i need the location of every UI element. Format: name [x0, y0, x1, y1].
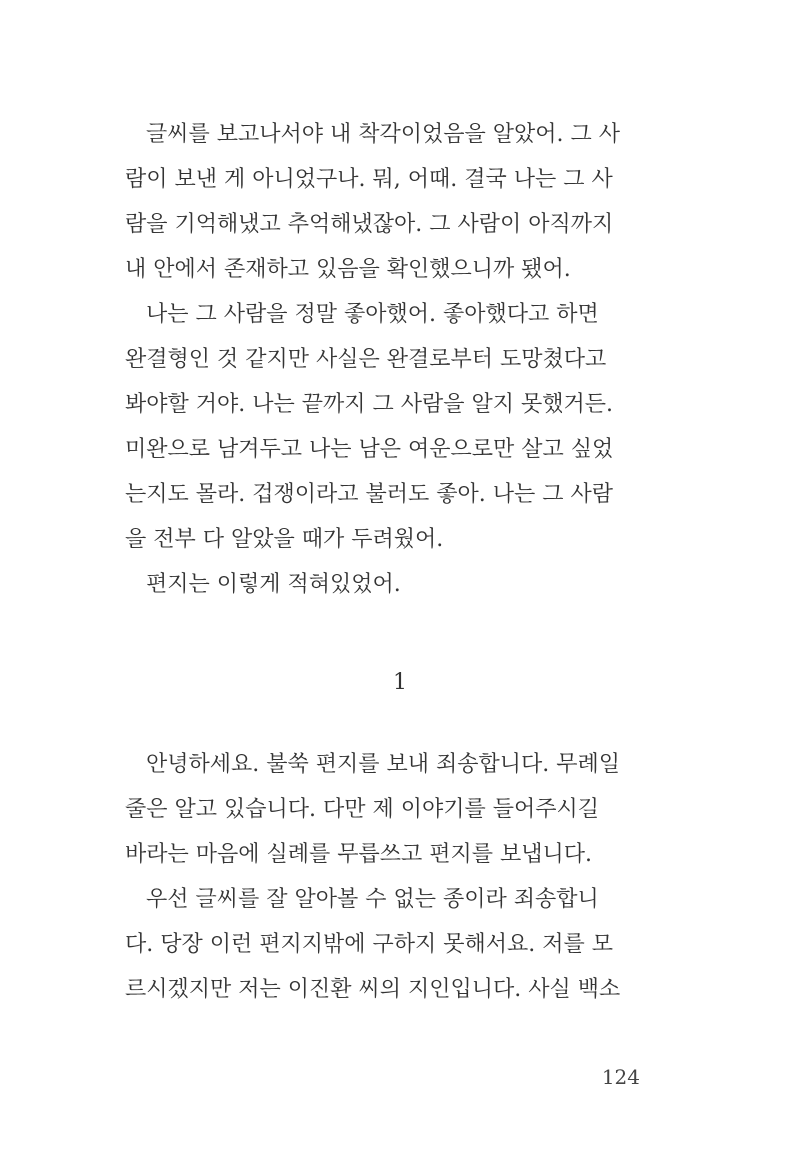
section-number: 1: [393, 670, 407, 695]
page-number: 124: [601, 1065, 640, 1089]
text-line: 람이 보낸 게 아니었구나. 뭐, 어때. 결국 나는 그 사: [125, 167, 613, 192]
text-line: 나는 그 사람을 정말 좋아했어. 좋아했다고 하면: [125, 302, 599, 327]
text-line: 줄은 알고 있습니다. 다만 제 이야기를 들어주시길: [125, 797, 599, 822]
text-line: 내 안에서 존재하고 있음을 확인했으니까 됐어.: [125, 257, 571, 282]
text-line: 는지도 몰라. 겁쟁이라고 불러도 좋아. 나는 그 사람: [125, 482, 613, 507]
text-line: 글씨를 보고나서야 내 착각이었음을 알았어. 그 사: [125, 122, 620, 147]
text-line: 다. 당장 이런 편지지밖에 구하지 못해서요. 저를 모: [125, 932, 613, 957]
text-line: 편지는 이렇게 적혀있었어.: [125, 572, 401, 597]
text-line: 람을 기억해냈고 추억해냈잖아. 그 사람이 아직까지: [125, 212, 614, 237]
text-line: 완결형인 것 같지만 사실은 완결로부터 도망쳤다고: [125, 347, 607, 372]
text-line: 을 전부 다 알았을 때가 두려웠어.: [125, 527, 444, 552]
text-line: 바라는 마음에 실례를 무릅쓰고 편지를 보냅니다.: [125, 842, 593, 867]
text-line: 봐야할 거야. 나는 끝까지 그 사람을 알지 못했거든.: [125, 392, 613, 417]
text-line: 미완으로 남겨두고 나는 남은 여운으로만 살고 싶었: [125, 437, 614, 462]
text-line: 안녕하세요. 불쑥 편지를 보내 죄송합니다. 무례일: [125, 752, 620, 777]
text-line: 르시겠지만 저는 이진환 씨의 지인입니다. 사실 백소: [125, 977, 621, 1002]
text-line: 우선 글씨를 잘 알아볼 수 없는 종이라 죄송합니: [125, 887, 599, 912]
